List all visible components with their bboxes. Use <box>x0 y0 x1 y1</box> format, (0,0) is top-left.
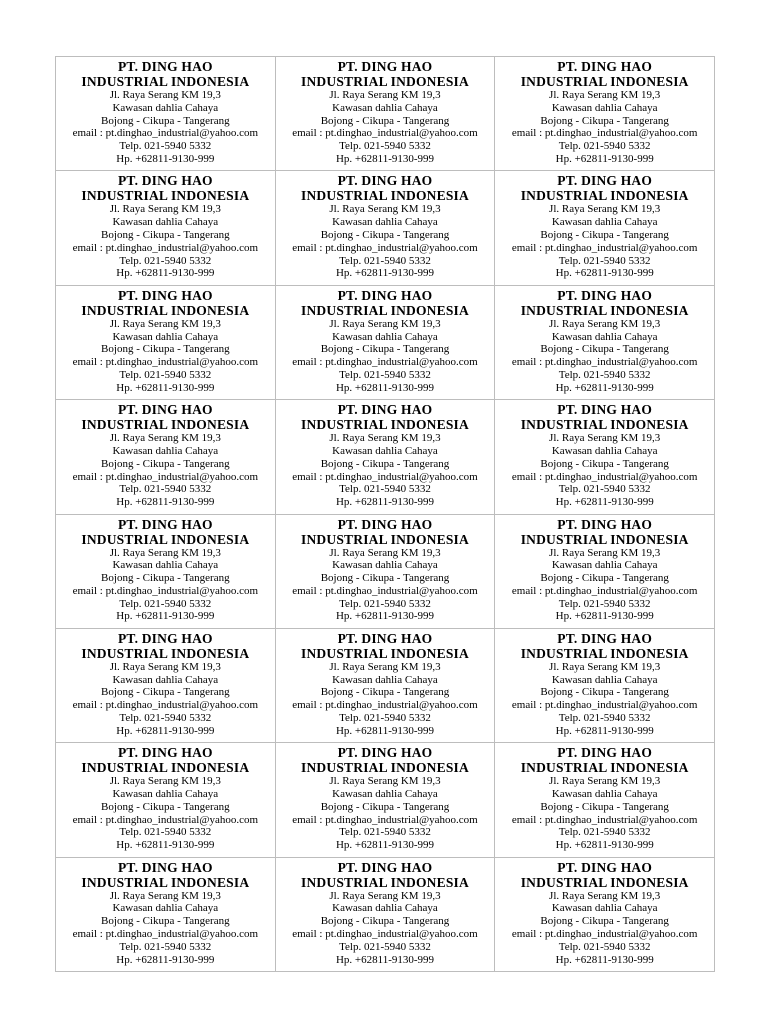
area-address: Kawasan dahlia Cahaya <box>332 330 438 343</box>
mobile-number: Hp. +62811-9130-999 <box>555 381 654 394</box>
company-name-line-2: INDUSTRIAL INDONESIA <box>81 188 250 204</box>
city-address: Bojong - Cikupa - Tangerang <box>540 228 669 241</box>
address-label <box>276 743 496 857</box>
email-address: email : pt.dinghao_industrial@yahoo.com <box>72 241 259 254</box>
mobile-number: Hp. +62811-9130-999 <box>116 381 215 394</box>
company-name-line-1: PT. DING HAO <box>337 516 433 532</box>
company-name-line-2: INDUSTRIAL INDONESIA <box>81 874 250 890</box>
street-address: Jl. Raya Serang KM 19,3 <box>549 317 661 330</box>
email-address: email : pt.dinghao_industrial@yahoo.com <box>511 928 698 941</box>
telephone-number: Telp. 021-5940 5332 <box>558 140 651 153</box>
city-address: Bojong - Cikupa - Tangerang <box>320 457 450 470</box>
telephone-number: Telp. 021-5940 5332 <box>119 140 212 153</box>
city-address: Bojong - Cikupa - Tangerang <box>320 915 450 928</box>
street-address: Jl. Raya Serang KM 19,3 <box>329 546 441 559</box>
company-name-line-1: PT. DING HAO <box>337 59 433 74</box>
mobile-number: Hp. +62811-9130-999 <box>555 610 654 623</box>
mobile-number: Hp. +62811-9130-999 <box>335 152 435 165</box>
telephone-number: Telp. 021-5940 5332 <box>339 254 431 267</box>
street-address: Jl. Raya Serang KM 19,3 <box>329 889 441 902</box>
telephone-number: Telp. 021-5940 5332 <box>119 597 212 610</box>
company-name-line-1: PT. DING HAO <box>337 173 433 189</box>
street-address: Jl. Raya Serang KM 19,3 <box>549 889 661 902</box>
telephone-number: Telp. 021-5940 5332 <box>119 712 212 725</box>
telephone-number: Telp. 021-5940 5332 <box>558 483 651 496</box>
email-address: email : pt.dinghao_industrial@yahoo.com <box>292 584 478 597</box>
area-address: Kawasan dahlia Cahaya <box>332 673 438 686</box>
mobile-number: Hp. +62811-9130-999 <box>555 267 654 280</box>
telephone-number: Telp. 021-5940 5332 <box>558 826 651 839</box>
company-name-line-1: PT. DING HAO <box>557 859 653 875</box>
email-address: email : pt.dinghao_industrial@yahoo.com <box>511 356 698 369</box>
area-address: Kawasan dahlia Cahaya <box>551 216 658 229</box>
company-name-line-2: INDUSTRIAL INDONESIA <box>81 760 250 776</box>
company-name-line-1: PT. DING HAO <box>117 859 213 875</box>
street-address: Jl. Raya Serang KM 19,3 <box>549 546 661 559</box>
area-address: Kawasan dahlia Cahaya <box>112 444 219 457</box>
email-address: email : pt.dinghao_industrial@yahoo.com <box>511 470 698 483</box>
company-name-line-1: PT. DING HAO <box>557 402 653 418</box>
company-name-line-1: PT. DING HAO <box>117 630 213 646</box>
mobile-number: Hp. +62811-9130-999 <box>335 953 435 966</box>
company-name-line-2: INDUSTRIAL INDONESIA <box>520 645 689 661</box>
mobile-number: Hp. +62811-9130-999 <box>335 496 435 509</box>
company-name-line-1: PT. DING HAO <box>337 859 433 875</box>
address-label <box>276 400 496 514</box>
city-address: Bojong - Cikupa - Tangerang <box>101 800 230 813</box>
email-address: email : pt.dinghao_industrial@yahoo.com <box>511 241 698 254</box>
address-label <box>495 858 715 972</box>
email-address: email : pt.dinghao_industrial@yahoo.com <box>292 241 478 254</box>
telephone-number: Telp. 021-5940 5332 <box>558 597 651 610</box>
company-name-line-1: PT. DING HAO <box>557 516 653 532</box>
city-address: Bojong - Cikupa - Tangerang <box>540 114 669 127</box>
company-name-line-1: PT. DING HAO <box>337 745 433 761</box>
street-address: Jl. Raya Serang KM 19,3 <box>109 889 221 902</box>
city-address: Bojong - Cikupa - Tangerang <box>101 457 230 470</box>
company-name-line-2: INDUSTRIAL INDONESIA <box>520 760 689 776</box>
street-address: Jl. Raya Serang KM 19,3 <box>329 660 441 673</box>
area-address: Kawasan dahlia Cahaya <box>112 673 219 686</box>
address-label <box>495 171 715 285</box>
street-address: Jl. Raya Serang KM 19,3 <box>549 775 661 788</box>
area-address: Kawasan dahlia Cahaya <box>551 673 658 686</box>
company-name-line-2: INDUSTRIAL INDONESIA <box>301 760 469 776</box>
city-address: Bojong - Cikupa - Tangerang <box>540 572 669 585</box>
email-address: email : pt.dinghao_industrial@yahoo.com <box>72 928 259 941</box>
address-label <box>56 858 276 972</box>
telephone-number: Telp. 021-5940 5332 <box>119 483 212 496</box>
city-address: Bojong - Cikupa - Tangerang <box>101 686 230 699</box>
street-address: Jl. Raya Serang KM 19,3 <box>109 432 221 445</box>
company-name-line-2: INDUSTRIAL INDONESIA <box>520 417 689 433</box>
street-address: Jl. Raya Serang KM 19,3 <box>329 89 441 101</box>
city-address: Bojong - Cikupa - Tangerang <box>540 686 669 699</box>
company-name-line-2: INDUSTRIAL INDONESIA <box>81 531 250 547</box>
mobile-number: Hp. +62811-9130-999 <box>116 267 215 280</box>
company-name-line-2: INDUSTRIAL INDONESIA <box>520 874 689 890</box>
area-address: Kawasan dahlia Cahaya <box>332 559 438 572</box>
email-address: email : pt.dinghao_industrial@yahoo.com <box>292 928 478 941</box>
company-name-line-2: INDUSTRIAL INDONESIA <box>81 302 250 318</box>
street-address: Jl. Raya Serang KM 19,3 <box>329 775 441 788</box>
area-address: Kawasan dahlia Cahaya <box>332 216 438 229</box>
company-name-line-2: INDUSTRIAL INDONESIA <box>301 645 469 661</box>
mobile-number: Hp. +62811-9130-999 <box>116 496 215 509</box>
telephone-number: Telp. 021-5940 5332 <box>339 483 431 496</box>
address-label <box>56 286 276 400</box>
mobile-number: Hp. +62811-9130-999 <box>555 496 654 509</box>
area-address: Kawasan dahlia Cahaya <box>332 788 438 801</box>
company-name-line-1: PT. DING HAO <box>557 59 653 74</box>
address-label <box>56 743 276 857</box>
company-name-line-1: PT. DING HAO <box>117 516 213 532</box>
area-address: Kawasan dahlia Cahaya <box>112 330 219 343</box>
mobile-number: Hp. +62811-9130-999 <box>555 839 654 852</box>
city-address: Bojong - Cikupa - Tangerang <box>101 343 230 356</box>
area-address: Kawasan dahlia Cahaya <box>551 330 658 343</box>
city-address: Bojong - Cikupa - Tangerang <box>101 114 230 127</box>
address-label <box>56 629 276 743</box>
city-address: Bojong - Cikupa - Tangerang <box>101 572 230 585</box>
address-label <box>276 286 496 400</box>
telephone-number: Telp. 021-5940 5332 <box>339 940 431 953</box>
street-address: Jl. Raya Serang KM 19,3 <box>549 660 661 673</box>
address-label-sheet <box>55 56 715 972</box>
company-name-line-2: INDUSTRIAL INDONESIA <box>301 874 469 890</box>
company-name-line-1: PT. DING HAO <box>117 745 213 761</box>
email-address: email : pt.dinghao_industrial@yahoo.com <box>72 127 259 140</box>
street-address: Jl. Raya Serang KM 19,3 <box>549 203 661 216</box>
address-label <box>495 515 715 629</box>
mobile-number: Hp. +62811-9130-999 <box>335 839 435 852</box>
city-address: Bojong - Cikupa - Tangerang <box>101 915 230 928</box>
mobile-number: Hp. +62811-9130-999 <box>335 724 435 737</box>
city-address: Bojong - Cikupa - Tangerang <box>320 686 450 699</box>
company-name-line-2: INDUSTRIAL INDONESIA <box>301 531 469 547</box>
company-name-line-1: PT. DING HAO <box>337 630 433 646</box>
mobile-number: Hp. +62811-9130-999 <box>335 610 435 623</box>
address-label <box>495 743 715 857</box>
area-address: Kawasan dahlia Cahaya <box>551 902 658 915</box>
area-address: Kawasan dahlia Cahaya <box>112 101 219 114</box>
area-address: Kawasan dahlia Cahaya <box>551 101 658 114</box>
city-address: Bojong - Cikupa - Tangerang <box>540 800 669 813</box>
company-name-line-2: INDUSTRIAL INDONESIA <box>301 74 469 89</box>
company-name-line-2: INDUSTRIAL INDONESIA <box>520 302 689 318</box>
street-address: Jl. Raya Serang KM 19,3 <box>109 546 221 559</box>
company-name-line-1: PT. DING HAO <box>337 402 433 418</box>
street-address: Jl. Raya Serang KM 19,3 <box>329 317 441 330</box>
area-address: Kawasan dahlia Cahaya <box>332 902 438 915</box>
email-address: email : pt.dinghao_industrial@yahoo.com <box>511 127 698 140</box>
company-name-line-2: INDUSTRIAL INDONESIA <box>81 417 250 433</box>
city-address: Bojong - Cikupa - Tangerang <box>101 228 230 241</box>
address-label <box>56 171 276 285</box>
street-address: Jl. Raya Serang KM 19,3 <box>329 203 441 216</box>
telephone-number: Telp. 021-5940 5332 <box>339 368 431 381</box>
mobile-number: Hp. +62811-9130-999 <box>335 267 435 280</box>
telephone-number: Telp. 021-5940 5332 <box>119 254 212 267</box>
area-address: Kawasan dahlia Cahaya <box>112 788 219 801</box>
street-address: Jl. Raya Serang KM 19,3 <box>549 432 661 445</box>
company-name-line-2: INDUSTRIAL INDONESIA <box>301 302 469 318</box>
city-address: Bojong - Cikupa - Tangerang <box>320 228 450 241</box>
street-address: Jl. Raya Serang KM 19,3 <box>109 89 221 101</box>
street-address: Jl. Raya Serang KM 19,3 <box>549 89 661 101</box>
area-address: Kawasan dahlia Cahaya <box>112 559 219 572</box>
company-name-line-1: PT. DING HAO <box>557 287 653 303</box>
city-address: Bojong - Cikupa - Tangerang <box>540 457 669 470</box>
mobile-number: Hp. +62811-9130-999 <box>116 953 215 966</box>
mobile-number: Hp. +62811-9130-999 <box>555 953 654 966</box>
email-address: email : pt.dinghao_industrial@yahoo.com <box>292 470 478 483</box>
city-address: Bojong - Cikupa - Tangerang <box>320 572 450 585</box>
email-address: email : pt.dinghao_industrial@yahoo.com <box>511 813 698 826</box>
street-address: Jl. Raya Serang KM 19,3 <box>109 317 221 330</box>
email-address: email : pt.dinghao_industrial@yahoo.com <box>511 584 698 597</box>
company-name-line-1: PT. DING HAO <box>117 59 213 74</box>
telephone-number: Telp. 021-5940 5332 <box>339 597 431 610</box>
company-name-line-1: PT. DING HAO <box>117 173 213 189</box>
email-address: email : pt.dinghao_industrial@yahoo.com <box>511 699 698 712</box>
company-name-line-1: PT. DING HAO <box>337 287 433 303</box>
city-address: Bojong - Cikupa - Tangerang <box>320 343 450 356</box>
address-label <box>276 629 496 743</box>
area-address: Kawasan dahlia Cahaya <box>551 444 658 457</box>
company-name-line-2: INDUSTRIAL INDONESIA <box>81 74 250 89</box>
company-name-line-2: INDUSTRIAL INDONESIA <box>301 188 469 204</box>
company-name-line-2: INDUSTRIAL INDONESIA <box>520 188 689 204</box>
email-address: email : pt.dinghao_industrial@yahoo.com <box>72 813 259 826</box>
telephone-number: Telp. 021-5940 5332 <box>558 940 651 953</box>
telephone-number: Telp. 021-5940 5332 <box>558 712 651 725</box>
area-address: Kawasan dahlia Cahaya <box>112 216 219 229</box>
mobile-number: Hp. +62811-9130-999 <box>116 610 215 623</box>
telephone-number: Telp. 021-5940 5332 <box>339 140 431 153</box>
area-address: Kawasan dahlia Cahaya <box>332 101 438 114</box>
area-address: Kawasan dahlia Cahaya <box>112 902 219 915</box>
mobile-number: Hp. +62811-9130-999 <box>555 152 654 165</box>
telephone-number: Telp. 021-5940 5332 <box>339 712 431 725</box>
city-address: Bojong - Cikupa - Tangerang <box>320 800 450 813</box>
address-label <box>56 400 276 514</box>
city-address: Bojong - Cikupa - Tangerang <box>540 343 669 356</box>
company-name-line-2: INDUSTRIAL INDONESIA <box>81 645 250 661</box>
mobile-number: Hp. +62811-9130-999 <box>116 152 215 165</box>
address-label <box>276 57 496 171</box>
email-address: email : pt.dinghao_industrial@yahoo.com <box>72 356 259 369</box>
company-name-line-1: PT. DING HAO <box>557 630 653 646</box>
telephone-number: Telp. 021-5940 5332 <box>119 940 212 953</box>
city-address: Bojong - Cikupa - Tangerang <box>320 114 450 127</box>
mobile-number: Hp. +62811-9130-999 <box>116 839 215 852</box>
address-label <box>495 400 715 514</box>
address-label <box>56 515 276 629</box>
company-name-line-2: INDUSTRIAL INDONESIA <box>301 417 469 433</box>
company-name-line-1: PT. DING HAO <box>557 745 653 761</box>
telephone-number: Telp. 021-5940 5332 <box>558 254 651 267</box>
address-label <box>276 858 496 972</box>
address-label <box>276 515 496 629</box>
telephone-number: Telp. 021-5940 5332 <box>119 368 212 381</box>
address-label <box>495 286 715 400</box>
company-name-line-2: INDUSTRIAL INDONESIA <box>520 531 689 547</box>
email-address: email : pt.dinghao_industrial@yahoo.com <box>72 470 259 483</box>
mobile-number: Hp. +62811-9130-999 <box>555 724 654 737</box>
area-address: Kawasan dahlia Cahaya <box>551 559 658 572</box>
address-label <box>56 57 276 171</box>
company-name-line-1: PT. DING HAO <box>117 287 213 303</box>
email-address: email : pt.dinghao_industrial@yahoo.com <box>292 813 478 826</box>
email-address: email : pt.dinghao_industrial@yahoo.com <box>292 127 478 140</box>
telephone-number: Telp. 021-5940 5332 <box>558 368 651 381</box>
area-address: Kawasan dahlia Cahaya <box>332 444 438 457</box>
company-name-line-1: PT. DING HAO <box>557 173 653 189</box>
company-name-line-1: PT. DING HAO <box>117 402 213 418</box>
street-address: Jl. Raya Serang KM 19,3 <box>109 660 221 673</box>
email-address: email : pt.dinghao_industrial@yahoo.com <box>72 699 259 712</box>
address-label <box>495 57 715 171</box>
telephone-number: Telp. 021-5940 5332 <box>119 826 212 839</box>
mobile-number: Hp. +62811-9130-999 <box>335 381 435 394</box>
address-label <box>495 629 715 743</box>
street-address: Jl. Raya Serang KM 19,3 <box>329 432 441 445</box>
email-address: email : pt.dinghao_industrial@yahoo.com <box>292 356 478 369</box>
address-label <box>276 171 496 285</box>
city-address: Bojong - Cikupa - Tangerang <box>540 915 669 928</box>
mobile-number: Hp. +62811-9130-999 <box>116 724 215 737</box>
street-address: Jl. Raya Serang KM 19,3 <box>109 775 221 788</box>
telephone-number: Telp. 021-5940 5332 <box>339 826 431 839</box>
company-name-line-2: INDUSTRIAL INDONESIA <box>520 74 689 89</box>
street-address: Jl. Raya Serang KM 19,3 <box>109 203 221 216</box>
email-address: email : pt.dinghao_industrial@yahoo.com <box>72 584 259 597</box>
email-address: email : pt.dinghao_industrial@yahoo.com <box>292 699 478 712</box>
area-address: Kawasan dahlia Cahaya <box>551 788 658 801</box>
